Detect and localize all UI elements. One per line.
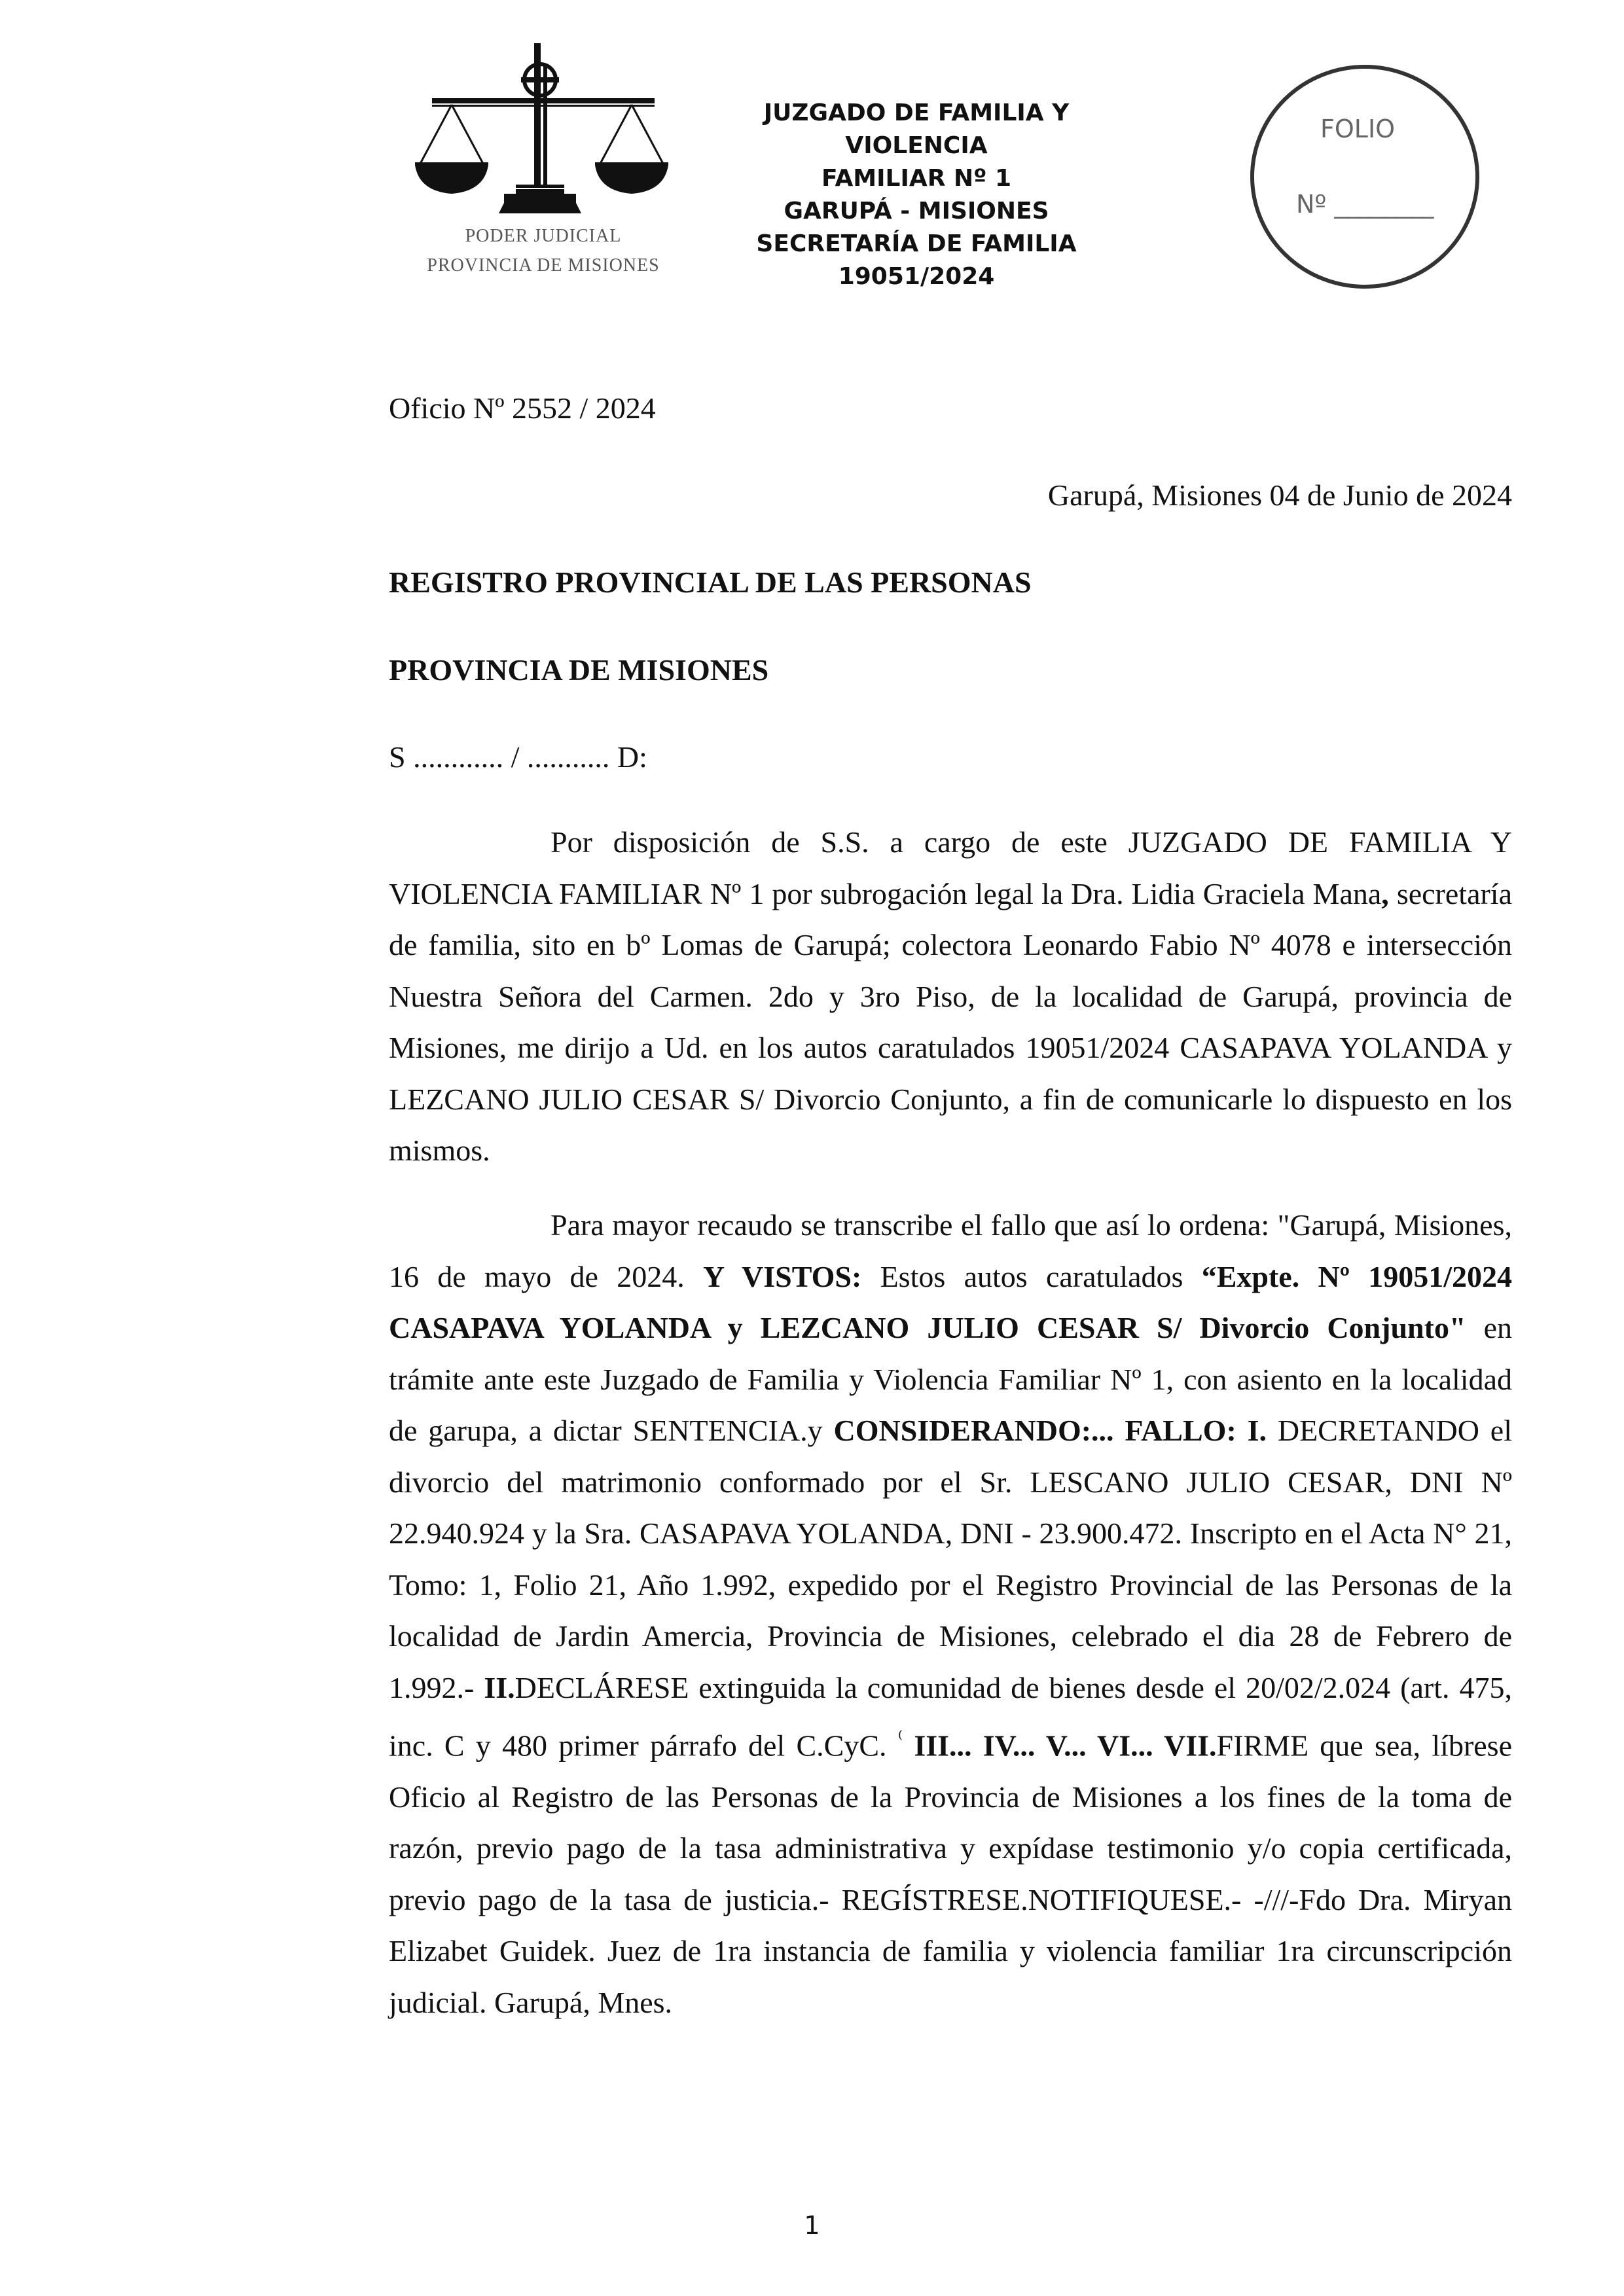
folio-circle-icon bbox=[1247, 62, 1483, 291]
paragraph-2-bold-3: CONSIDERANDO:... FALLO: I. bbox=[833, 1414, 1267, 1447]
paragraph-2-text-3: en trámite ante este Juzgado de Familia y Violencia Familiar Nº 1, con asiento en la localidad de garupa, a dictar SENTENCIA.y bbox=[389, 1311, 1512, 1447]
paragraph-2-text-2: Estos autos caratulados bbox=[861, 1259, 1202, 1293]
paragraph-2-text-5: DECLÁRESE extinguida la comunidad de bienes desde el 20/02/2.024 (art. 475, inc. C y 480 primer párrafo del C.CyC. bbox=[389, 1670, 1512, 1763]
paragraph-2-bold-4: II. bbox=[484, 1670, 515, 1704]
paragraph-2-text-6: FIRME que sea, líbrese Oficio al Registro de las Personas de la Provincia de Misiones a los fines de la toma de razón, previo pago de la tasa administrativa y expídase testimonio y/o copia certificada, previo pago de la tasa de justicia.- REGÍSTRESE.NOTIFIQUESE.- -///-Fdo Dra. Miryan Elizabet Guidek. Juez de 1ra instancia de familia y violencia familiar 1ra circunscripción judicial. Garupá, Mnes. bbox=[389, 1729, 1513, 2019]
paragraph-2-bold-1: Y VISTOS: bbox=[703, 1259, 862, 1293]
court-logo bbox=[406, 39, 681, 288]
folio-stamp bbox=[1247, 62, 1483, 291]
paragraph-2 bbox=[389, 1200, 1512, 2028]
recipient-line-1: REGISTRO PROVINCIAL DE LAS PERSONAS bbox=[389, 565, 1032, 599]
header-line-2: FAMILIAR Nº 1 bbox=[821, 165, 1011, 192]
paragraph-1-text-2: secretaría de familia, sito en bº Lomas de Garupá; colectora Leonardo Fabio Nº 4078 e intersección Nuestra Señora del Carmen. 2do y 3ro Piso, de la localidad de Garupá, provincia de Misiones, me dirijo a Ud. en los autos caratulados 19051/2024 CASAPAVA YOLANDA y LEZCANO JULIO CESAR S/ Divorcio Conjunto, a fin de comunicarle lo dispuesto en los mismos. bbox=[389, 876, 1513, 1167]
header-line-3: GARUPÁ - MISIONES bbox=[784, 198, 1049, 224]
folio-number-label: Nº ________ bbox=[1296, 190, 1434, 219]
paragraph-2-text-4: DECRETANDO el divorcio del matrimonio conformado por el Sr. LESCANO JULIO CESAR, DNI Nº 22.940.924 y la Sra. CASAPAVA YOLANDA, DNI - 23.900.472. Inscripto en el Acta N° 21, Tomo: 1, Folio 21, Año 1.992, expedido por el Registro Provincial de las Personas de la localidad de Jardin Amercia, Provincia de Misiones, celebrado el dia 28 de Febrero de 1.992.- bbox=[389, 1414, 1512, 1704]
salutation: S ............ / ........... D: bbox=[389, 740, 647, 774]
court-header bbox=[700, 97, 1132, 293]
paragraph-2-bold-2: “Expte. Nº 19051/2024 CASAPAVA YOLANDA y LEZCANO JULIO CESAR S/ Divorcio Conjunto" bbox=[389, 1259, 1513, 1344]
scales-of-justice-icon bbox=[406, 39, 681, 255]
date-line: Garupá, Misiones 04 de Junio de 2024 bbox=[1047, 478, 1512, 512]
logo-text-line-1: PODER JUDICIAL bbox=[465, 226, 622, 246]
paragraph-2-text-1: Para mayor recaudo se transcribe el fallo que así lo ordena: "Garupá, Misiones, 16 de mayo de 2024. bbox=[389, 1208, 1512, 1293]
header-line-5: 19051/2024 bbox=[838, 263, 995, 290]
paragraph-1-bold-1: , bbox=[1381, 876, 1389, 910]
recipient-line-2: PROVINCIA DE MISIONES bbox=[389, 653, 769, 687]
footnote-mark: ⁽ bbox=[897, 1728, 903, 1749]
logo-text-line-2: PROVINCIA DE MISIONES bbox=[427, 255, 660, 276]
paragraph-1-text-1: Por disposición de S.S. a cargo de este JUZGADO DE FAMILIA Y VIOLENCIA FAMILIAR Nº 1 por subrogación legal la Dra. Lidia Graciela Mana bbox=[389, 825, 1512, 910]
page-number: 1 bbox=[804, 2211, 820, 2240]
oficio-number: Oficio Nº 2552 / 2024 bbox=[389, 391, 656, 425]
header-line-4: SECRETARÍA DE FAMILIA bbox=[756, 230, 1077, 257]
paragraph-1 bbox=[389, 817, 1512, 1177]
folio-label: FOLIO bbox=[1320, 115, 1396, 143]
header-line-1: JUZGADO DE FAMILIA Y VIOLENCIA bbox=[763, 99, 1070, 159]
paragraph-2-bold-5: III... IV... V... VI... VII. bbox=[903, 1729, 1217, 1763]
